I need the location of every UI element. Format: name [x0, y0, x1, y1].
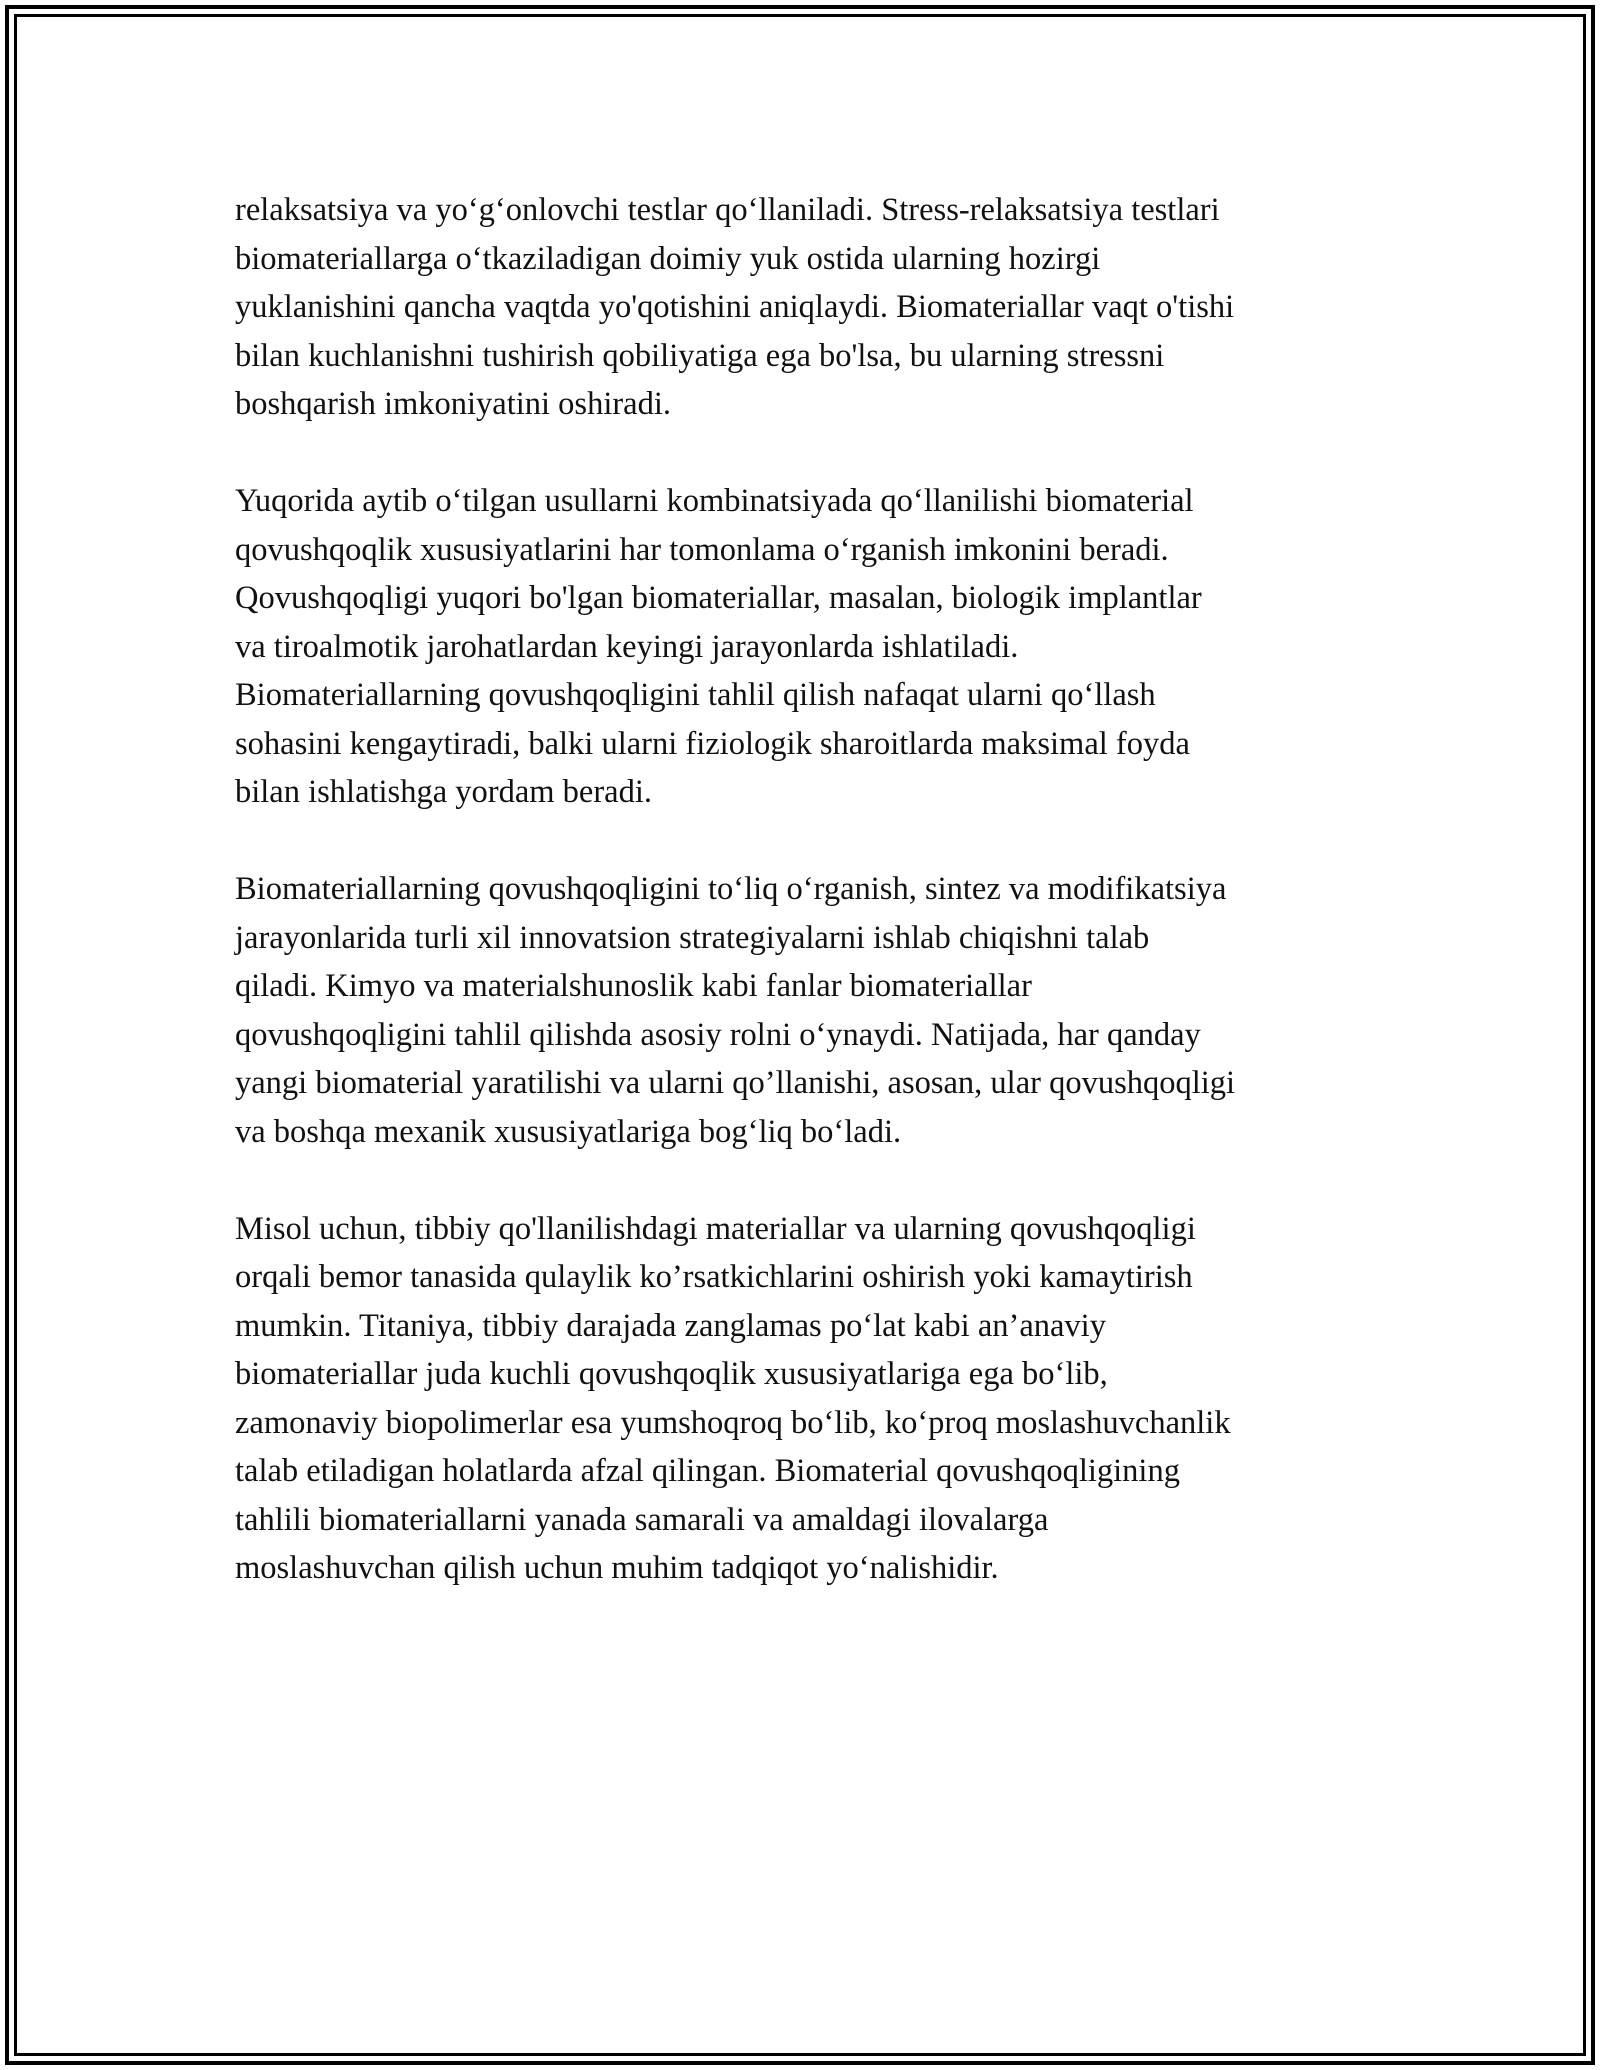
paragraph-4: Misol uchun, tibbiy qo'llanilishdagi materiallar va ularning qovushqoqligi orqali bemor tanasida qulaylik ko’rsatkichlarini oshirish yoki kamaytirish mumkin. Titaniya, tibbiy darajada zanglamas po‘lat kabi an’anaviy biomateriallar juda kuchli qovushqoqlik xususiyatlariga ega bo‘lib, zamonaviy biopolimerlar esa yumshoqroq bo‘lib, ko‘proq moslashuvchanlik talab etiladigan holatlarda afzal qilingan. Biomaterial qovushqoqligining tahlili biomateriallarni yanada samarali va amaldagi ilovalarga moslashuvchan qilish uchun muhim tadqiqot yo‘nalishidir. — [235, 1210, 1231, 1586]
paragraph-2: Yuqorida aytib o‘tilgan usullarni kombinatsiyada qo‘llanilishi biomaterial qovushqoqlik xususiyatlarini har tomonlama o‘rganish imkonini beradi. Qovushqoqligi yuqori bo'lgan biomateriallar, masalan, biologik implantlar va tiroalmotik jarohatlardan keyingi jarayonlarda ishlatiladi. Biomateriallarning qovushqoqligini tahlil qilish nafaqat ularni qo‘llash sohasini kengaytiradi, balki ularni fiziologik sharoitlarda maksimal foyda bilan ishlatishga yordam beradi. — [235, 483, 1202, 810]
document-body — [235, 186, 1385, 1641]
paragraph-1: relaksatsiya va yo‘g‘onlovchi testlar qo‘llaniladi. Stress-relaksatsiya testlari biomateriallarga o‘tkaziladigan doimiy yuk ostida ularning hozirgi yuklanishini qancha vaqtda yo'qotishini aniqlaydi. Biomateriallar vaqt o'tishi bilan kuchlanishni tushirish qobiliyatiga ega bo'lsa, bu ularning stressni boshqarish imkoniyatini oshiradi. — [235, 192, 1235, 422]
paragraph-3: Biomateriallarning qovushqoqligini to‘liq o‘rganish, sintez va modifikatsiya jarayonlarida turli xil innovatsion strategiyalarni ishlab chiqishni talab qiladi. Kimyo va materialshunoslik kabi fanlar biomateriallar qovushqoqligini tahlil qilishda asosiy rolni o‘ynaydi. Natijada, har qanday yangi biomaterial yaratilishi va ularni qo’llanishi, asosan, ular qovushqoqligi va boshqa mexanik xususiyatlariga bog‘liq bo‘ladi. — [235, 871, 1236, 1150]
